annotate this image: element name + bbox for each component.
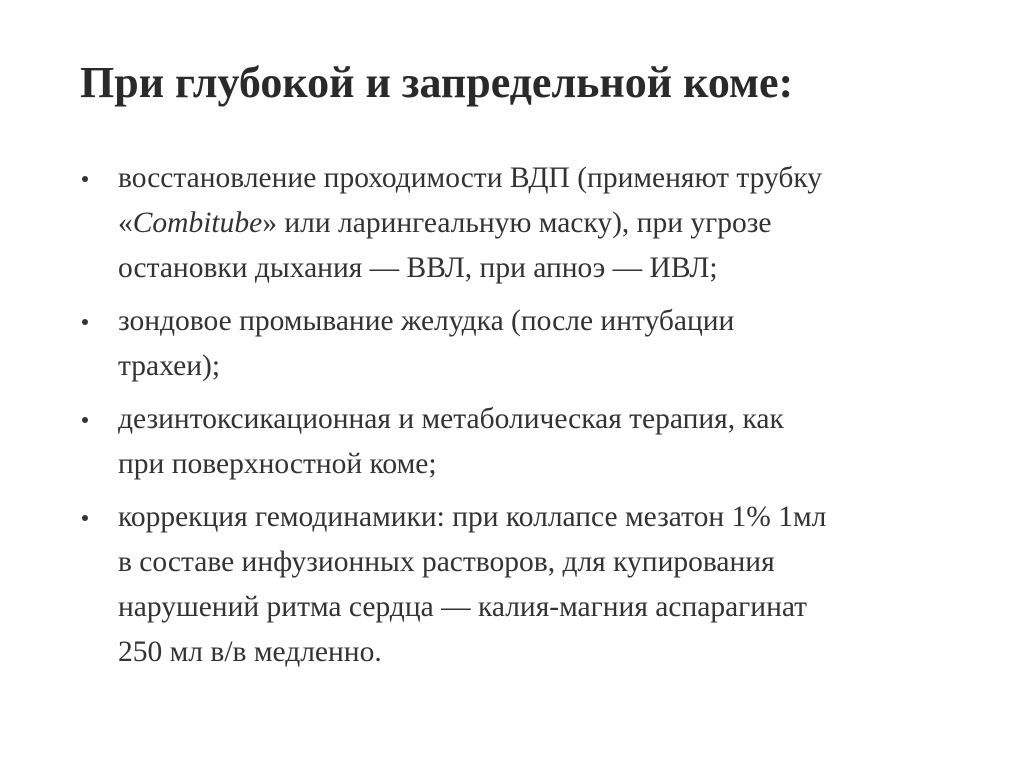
bullet-line: дезинтоксикационная и метаболическая терапия, как: [118, 403, 784, 435]
bullet-line: при поверхностной коме;: [118, 448, 437, 480]
bullet-line: нарушений ритма сердца — калия-магния аспарагинат: [118, 591, 808, 623]
bullet-dot-icon: [82, 515, 88, 521]
bullet-dot-icon: [82, 417, 88, 423]
bullet-dot-icon: [82, 319, 88, 325]
bullet-list: [80, 156, 980, 675]
bullet-line: зондовое промывание желудка (после интубации: [118, 305, 735, 337]
open-quote: «: [118, 207, 133, 239]
bullet-line: остановки дыхания — ВВЛ, при апноэ — ИВЛ;: [118, 252, 718, 284]
bullet-line: в составе инфузионных растворов, для купирования: [118, 546, 775, 578]
bullet-line: трахеи);: [118, 350, 221, 382]
bullet-item-hemodynamics: [80, 495, 980, 675]
bullet-item-detox-therapy: [80, 397, 980, 487]
bullet-line: восстановление проходимости ВДП (применяют трубку: [118, 162, 823, 194]
combitube-term: Combitube: [132, 207, 263, 239]
slide-title: При глубокой и запредельной коме:: [80, 58, 794, 107]
bullet-item-gastric-lavage: [80, 299, 980, 389]
bullet-item-airway: [80, 156, 980, 291]
bullet-dot-icon: [82, 176, 88, 182]
bullet-line: [118, 201, 980, 246]
bullet-line-rest: » или ларингеальную маску), при угрозе: [262, 207, 772, 239]
bullet-line: коррекция гемодинамики: при коллапсе мезатон 1% 1мл: [118, 501, 827, 533]
bullet-line: 250 мл в/в медленно.: [118, 636, 382, 668]
